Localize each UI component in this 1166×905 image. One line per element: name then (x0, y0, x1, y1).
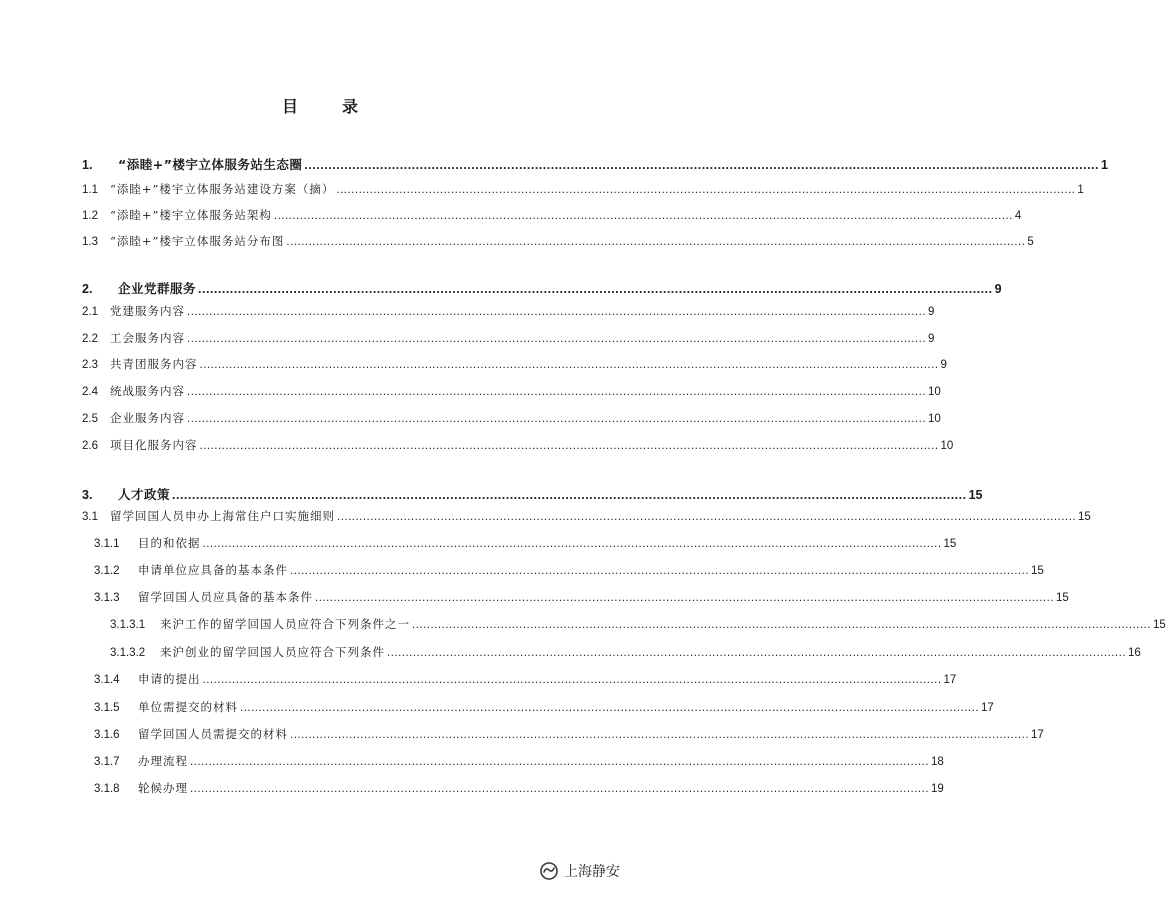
toc-entry-title: “添睦+”楼宇立体服务站架构 (110, 208, 272, 222)
toc-entry-page: 16 (1128, 647, 1141, 659)
watermark (538, 861, 620, 881)
toc-entry-number: 1.2 (82, 210, 98, 222)
toc-entry-title: 企业服务内容 (110, 411, 185, 425)
toc-entry-number: 1.3 (82, 236, 98, 248)
toc-entry-title: “添睦+”楼宇立体服务站分布图 (110, 234, 285, 248)
toc-entry-page: 15 (1056, 592, 1069, 604)
toc-entry-page: 19 (931, 783, 944, 795)
toc-entry-page: 10 (940, 440, 954, 452)
toc-entry-number: 3. (82, 488, 93, 502)
toc-entry-number: 3.1.5 (94, 702, 120, 714)
toc-entry-page: 15 (1031, 565, 1044, 577)
toc-entry-title: 人才政策 (118, 487, 171, 502)
toc-entry[interactable] (82, 508, 1091, 524)
toc-leader-dots: ........................................................................................................................................................................................................ (337, 511, 1077, 523)
toc-entry[interactable] (94, 699, 994, 715)
toc-entry[interactable] (82, 487, 983, 503)
toc-entry-number: 3.1.6 (94, 729, 120, 741)
toc-entry-title: 留学回国人员需提交的材料 (138, 727, 288, 741)
toc-entry-number: 2.4 (82, 386, 98, 398)
toc-entry[interactable] (82, 181, 1084, 197)
toc-entry-title: 单位需提交的材料 (138, 700, 238, 714)
toc-leader-dots: ........................................................................................................................................................................................................ (336, 184, 1076, 196)
toc-leader-dots: ........................................................................................................................................................................................................ (187, 386, 927, 398)
toc-entry[interactable] (94, 535, 957, 551)
toc-entry-page: 1 (1101, 158, 1108, 172)
toc-entry[interactable] (82, 157, 1108, 173)
toc-entry[interactable] (110, 644, 1141, 660)
toc-entry[interactable] (94, 780, 944, 796)
toc-entry[interactable] (82, 356, 947, 372)
toc-entry-number: 2.1 (82, 306, 98, 318)
toc-entry-number: 3.1.3.1 (110, 619, 146, 631)
toc-entry-page: 9 (994, 282, 1002, 296)
toc-entry-page: 15 (1153, 619, 1166, 631)
toc-entry-title: 企业党群服务 (118, 281, 197, 296)
toc-entry[interactable] (82, 383, 941, 399)
toc-entry-number: 3.1 (82, 511, 98, 523)
toc-entry-title: 项目化服务内容 (110, 438, 198, 452)
toc-entry-number: 2.3 (82, 359, 98, 371)
toc-entry[interactable] (82, 207, 1022, 223)
toc-entry-page: 5 (1027, 236, 1034, 248)
toc-entry-title: 统战服务内容 (110, 384, 185, 398)
toc-entry-title: 办理流程 (138, 754, 188, 768)
toc-entry[interactable] (94, 726, 1044, 742)
toc-entry-title: 申请单位应具备的基本条件 (138, 563, 288, 577)
toc-entry-title: 留学回国人员申办上海常住户口实施细则 (110, 509, 335, 523)
toc-leader-dots: ........................................................................................................................................................................................................ (286, 236, 1026, 248)
toc-entry[interactable] (82, 410, 941, 426)
toc-leader-dots: ........................................................................................................................................................................................................ (412, 619, 1152, 631)
toc-leader-dots: ........................................................................................................................................................................................................ (199, 359, 939, 371)
toc-leader-dots: ........................................................................................................................................................................................................ (202, 538, 942, 550)
toc-entry[interactable] (82, 437, 954, 453)
toc-entry-number: 2.5 (82, 413, 98, 425)
toc-entry-page: 4 (1014, 210, 1022, 222)
toc-entry-title: 来沪工作的留学回国人员应符合下列条件之一 (160, 617, 410, 631)
toc-leader-dots: ........................................................................................................................................................................................................ (190, 783, 930, 795)
toc-leader-dots: ........................................................................................................................................................................................................ (199, 440, 939, 452)
toc-leader-dots: ........................................................................................................................................................................................................ (187, 413, 927, 425)
toc-entry[interactable] (94, 589, 1069, 605)
toc-leader-dots: ........................................................................................................................................................................................................ (290, 565, 1030, 577)
toc-leader-dots: ........................................................................................................................................................................................................ (187, 306, 927, 318)
toc-leader-dots: ........................................................................................................................................................................................................ (290, 729, 1030, 741)
toc-entry-page: 10 (928, 386, 941, 398)
toc-entry-title: “添睦+”楼宇立体服务站建设方案（摘） (110, 182, 335, 196)
toc-entry-number: 3.1.8 (94, 783, 120, 795)
wechat-official-account-icon (538, 861, 560, 881)
toc-entry[interactable] (94, 671, 957, 687)
toc-entry-title: “添睦+”楼宇立体服务站生态圈 (118, 157, 303, 172)
toc-entry-title: 工会服务内容 (110, 331, 185, 345)
toc-entry-page: 17 (981, 702, 994, 714)
toc-entry-number: 3.1.3.2 (110, 647, 146, 659)
toc-entry-number: 2. (82, 282, 93, 296)
toc-leader-dots: ........................................................................................................................................................................................................ (240, 702, 980, 714)
toc-entry-title: 目的和依据 (138, 536, 201, 550)
toc-leader-dots: ........................................................................................................................................................................................................ (172, 488, 967, 502)
toc-leader-dots: ........................................................................................................................................................................................................ (273, 210, 1013, 222)
toc-entry-page: 17 (943, 674, 957, 686)
toc-leader-dots: ........................................................................................................................................................................................................ (198, 282, 993, 296)
toc-entry-number: 1. (82, 158, 93, 172)
toc-entry-title: 来沪创业的留学回国人员应符合下列条件 (160, 645, 385, 659)
toc-leader-dots: ........................................................................................................................................................................................................ (187, 333, 927, 345)
toc-entry-page: 10 (928, 413, 941, 425)
toc-leader-dots: ........................................................................................................................................................................................................ (315, 592, 1055, 604)
toc-entry-page: 17 (1031, 729, 1044, 741)
toc-entry-title: 轮候办理 (138, 781, 188, 795)
page-title: 目 录 (281, 97, 372, 116)
watermark-text: 上海静安 (564, 864, 620, 880)
toc-entry[interactable] (94, 753, 944, 769)
toc-entry-title: 共青团服务内容 (110, 357, 198, 371)
toc-entry-page: 9 (928, 306, 935, 318)
toc-entry-page: 18 (931, 756, 944, 768)
toc-entry-number: 3.1.4 (94, 674, 120, 686)
toc-entry-title: 申请的提出 (138, 672, 201, 686)
toc-entry-page: 1 (1077, 184, 1084, 196)
toc-entry[interactable] (82, 281, 1002, 297)
toc-entry-number: 1.1 (82, 184, 98, 196)
toc-leader-dots: ........................................................................................................................................................................................................ (304, 158, 1099, 172)
toc-entry[interactable] (82, 233, 1034, 249)
toc-entry-number: 2.6 (82, 440, 98, 452)
toc-entry-title: 留学回国人员应具备的基本条件 (138, 590, 313, 604)
toc-entry-number: 2.2 (82, 333, 98, 345)
toc-leader-dots: ........................................................................................................................................................................................................ (387, 647, 1127, 659)
toc-entry[interactable] (110, 616, 1166, 632)
toc-entry-number: 3.1.3 (94, 592, 120, 604)
toc-entry-page: 15 (968, 488, 983, 502)
toc-leader-dots: ........................................................................................................................................................................................................ (202, 674, 942, 686)
toc-entry[interactable] (82, 303, 935, 319)
toc-entry[interactable] (82, 330, 935, 346)
toc-entry[interactable] (94, 562, 1044, 578)
toc-entry-number: 3.1.7 (94, 756, 120, 768)
toc-entry-page: 15 (943, 538, 957, 550)
toc-leader-dots: ........................................................................................................................................................................................................ (190, 756, 930, 768)
toc-entry-page: 9 (928, 333, 935, 345)
toc-entry-number: 3.1.1 (94, 538, 120, 550)
toc-entry-page: 9 (940, 359, 947, 371)
toc-entry-title: 党建服务内容 (110, 304, 185, 318)
toc-entry-number: 3.1.2 (94, 565, 120, 577)
toc-entry-page: 15 (1078, 511, 1091, 523)
